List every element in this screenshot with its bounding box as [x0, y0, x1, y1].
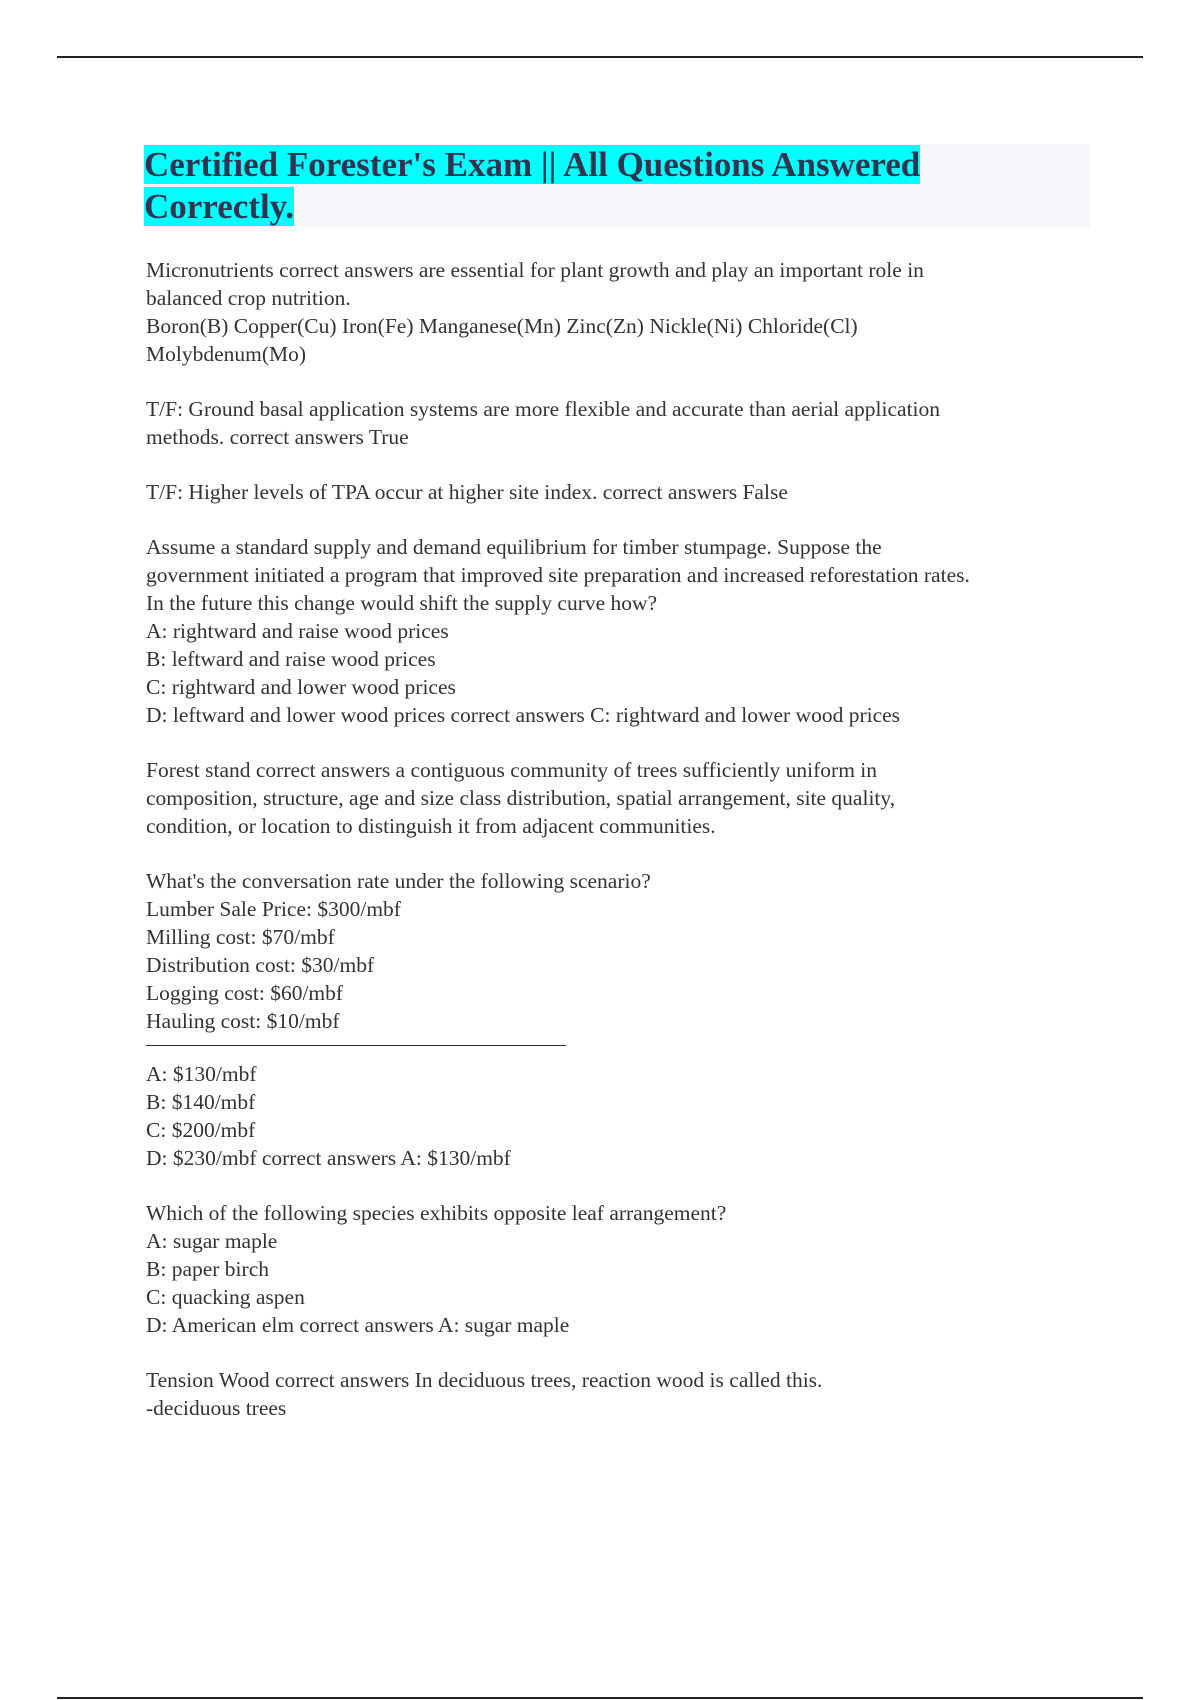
text-line: Forest stand correct answers a contiguous community of trees sufficiently uniform in: [146, 758, 878, 782]
text-line: D: leftward and lower wood prices correct answers C: rightward and lower wood prices: [146, 703, 901, 727]
text-line: C: quacking aspen: [146, 1285, 305, 1309]
document-body: [146, 256, 1086, 1449]
title-box: [144, 144, 1090, 228]
tpa-paragraph: [146, 478, 1086, 506]
calculation-divider: [146, 1045, 566, 1046]
text-line: Distribution cost: $30/mbf: [146, 953, 375, 977]
basal-application-paragraph: [146, 395, 1086, 451]
conversion-rate-paragraph: [146, 867, 1086, 1035]
text-line: Hauling cost: $10/mbf: [146, 1009, 340, 1033]
text-line: composition, structure, age and size class distribution, spatial arrangement, site quality,: [146, 786, 896, 810]
text-line: C: $200/mbf: [146, 1118, 256, 1142]
text-line: T/F: Higher levels of TPA occur at higher site index. correct answers False: [146, 480, 788, 504]
text-line: B: $140/mbf: [146, 1090, 256, 1114]
title-line-2: Correctly.: [144, 187, 294, 226]
tension-wood-paragraph: [146, 1366, 1086, 1422]
text-line: B: leftward and raise wood prices: [146, 647, 436, 671]
text-line: Logging cost: $60/mbf: [146, 981, 344, 1005]
text-line: What's the conversation rate under the following scenario?: [146, 869, 651, 893]
conversion-rate-options: [146, 1060, 1086, 1172]
text-line: government initiated a program that improved site preparation and increased reforestation rates.: [146, 563, 970, 587]
micronutrients-paragraph: [146, 256, 1086, 368]
text-line: Milling cost: $70/mbf: [146, 925, 335, 949]
forest-stand-paragraph: [146, 756, 1086, 840]
text-line: Boron(B) Copper(Cu) Iron(Fe) Manganese(Mn) Zinc(Zn) Nickle(Ni) Chloride(Cl): [146, 314, 858, 338]
text-line: Micronutrients correct answers are essential for plant growth and play an important role in: [146, 258, 924, 282]
text-line: Which of the following species exhibits opposite leaf arrangement?: [146, 1201, 727, 1225]
text-line: condition, or location to distinguish it from adjacent communities.: [146, 814, 716, 838]
text-line: T/F: Ground basal application systems are more flexible and accurate than aerial application: [146, 397, 941, 421]
text-line: D: $230/mbf correct answers A: $130/mbf: [146, 1146, 511, 1170]
text-line: Tension Wood correct answers In deciduous trees, reaction wood is called this.: [146, 1368, 823, 1392]
supply-demand-paragraph: [146, 533, 1086, 729]
bottom-rule: [57, 1697, 1143, 1699]
top-rule: [57, 56, 1143, 58]
text-line: balanced crop nutrition.: [146, 286, 351, 310]
text-line: methods. correct answers True: [146, 425, 409, 449]
text-line: Molybdenum(Mo): [146, 342, 307, 366]
text-line: D: American elm correct answers A: sugar maple: [146, 1313, 570, 1337]
text-line: In the future this change would shift the supply curve how?: [146, 591, 658, 615]
document-title: [144, 144, 1090, 228]
leaf-arrangement-paragraph: [146, 1199, 1086, 1339]
text-line: A: sugar maple: [146, 1229, 278, 1253]
text-line: Lumber Sale Price: $300/mbf: [146, 897, 401, 921]
text-line: Assume a standard supply and demand equilibrium for timber stumpage. Suppose the: [146, 535, 882, 559]
text-line: B: paper birch: [146, 1257, 269, 1281]
title-line-1: Certified Forester's Exam || All Questions Answered: [144, 145, 921, 184]
text-line: A: rightward and raise wood prices: [146, 619, 449, 643]
text-line: -deciduous trees: [146, 1396, 287, 1420]
text-line: A: $130/mbf: [146, 1062, 257, 1086]
text-line: C: rightward and lower wood prices: [146, 675, 456, 699]
